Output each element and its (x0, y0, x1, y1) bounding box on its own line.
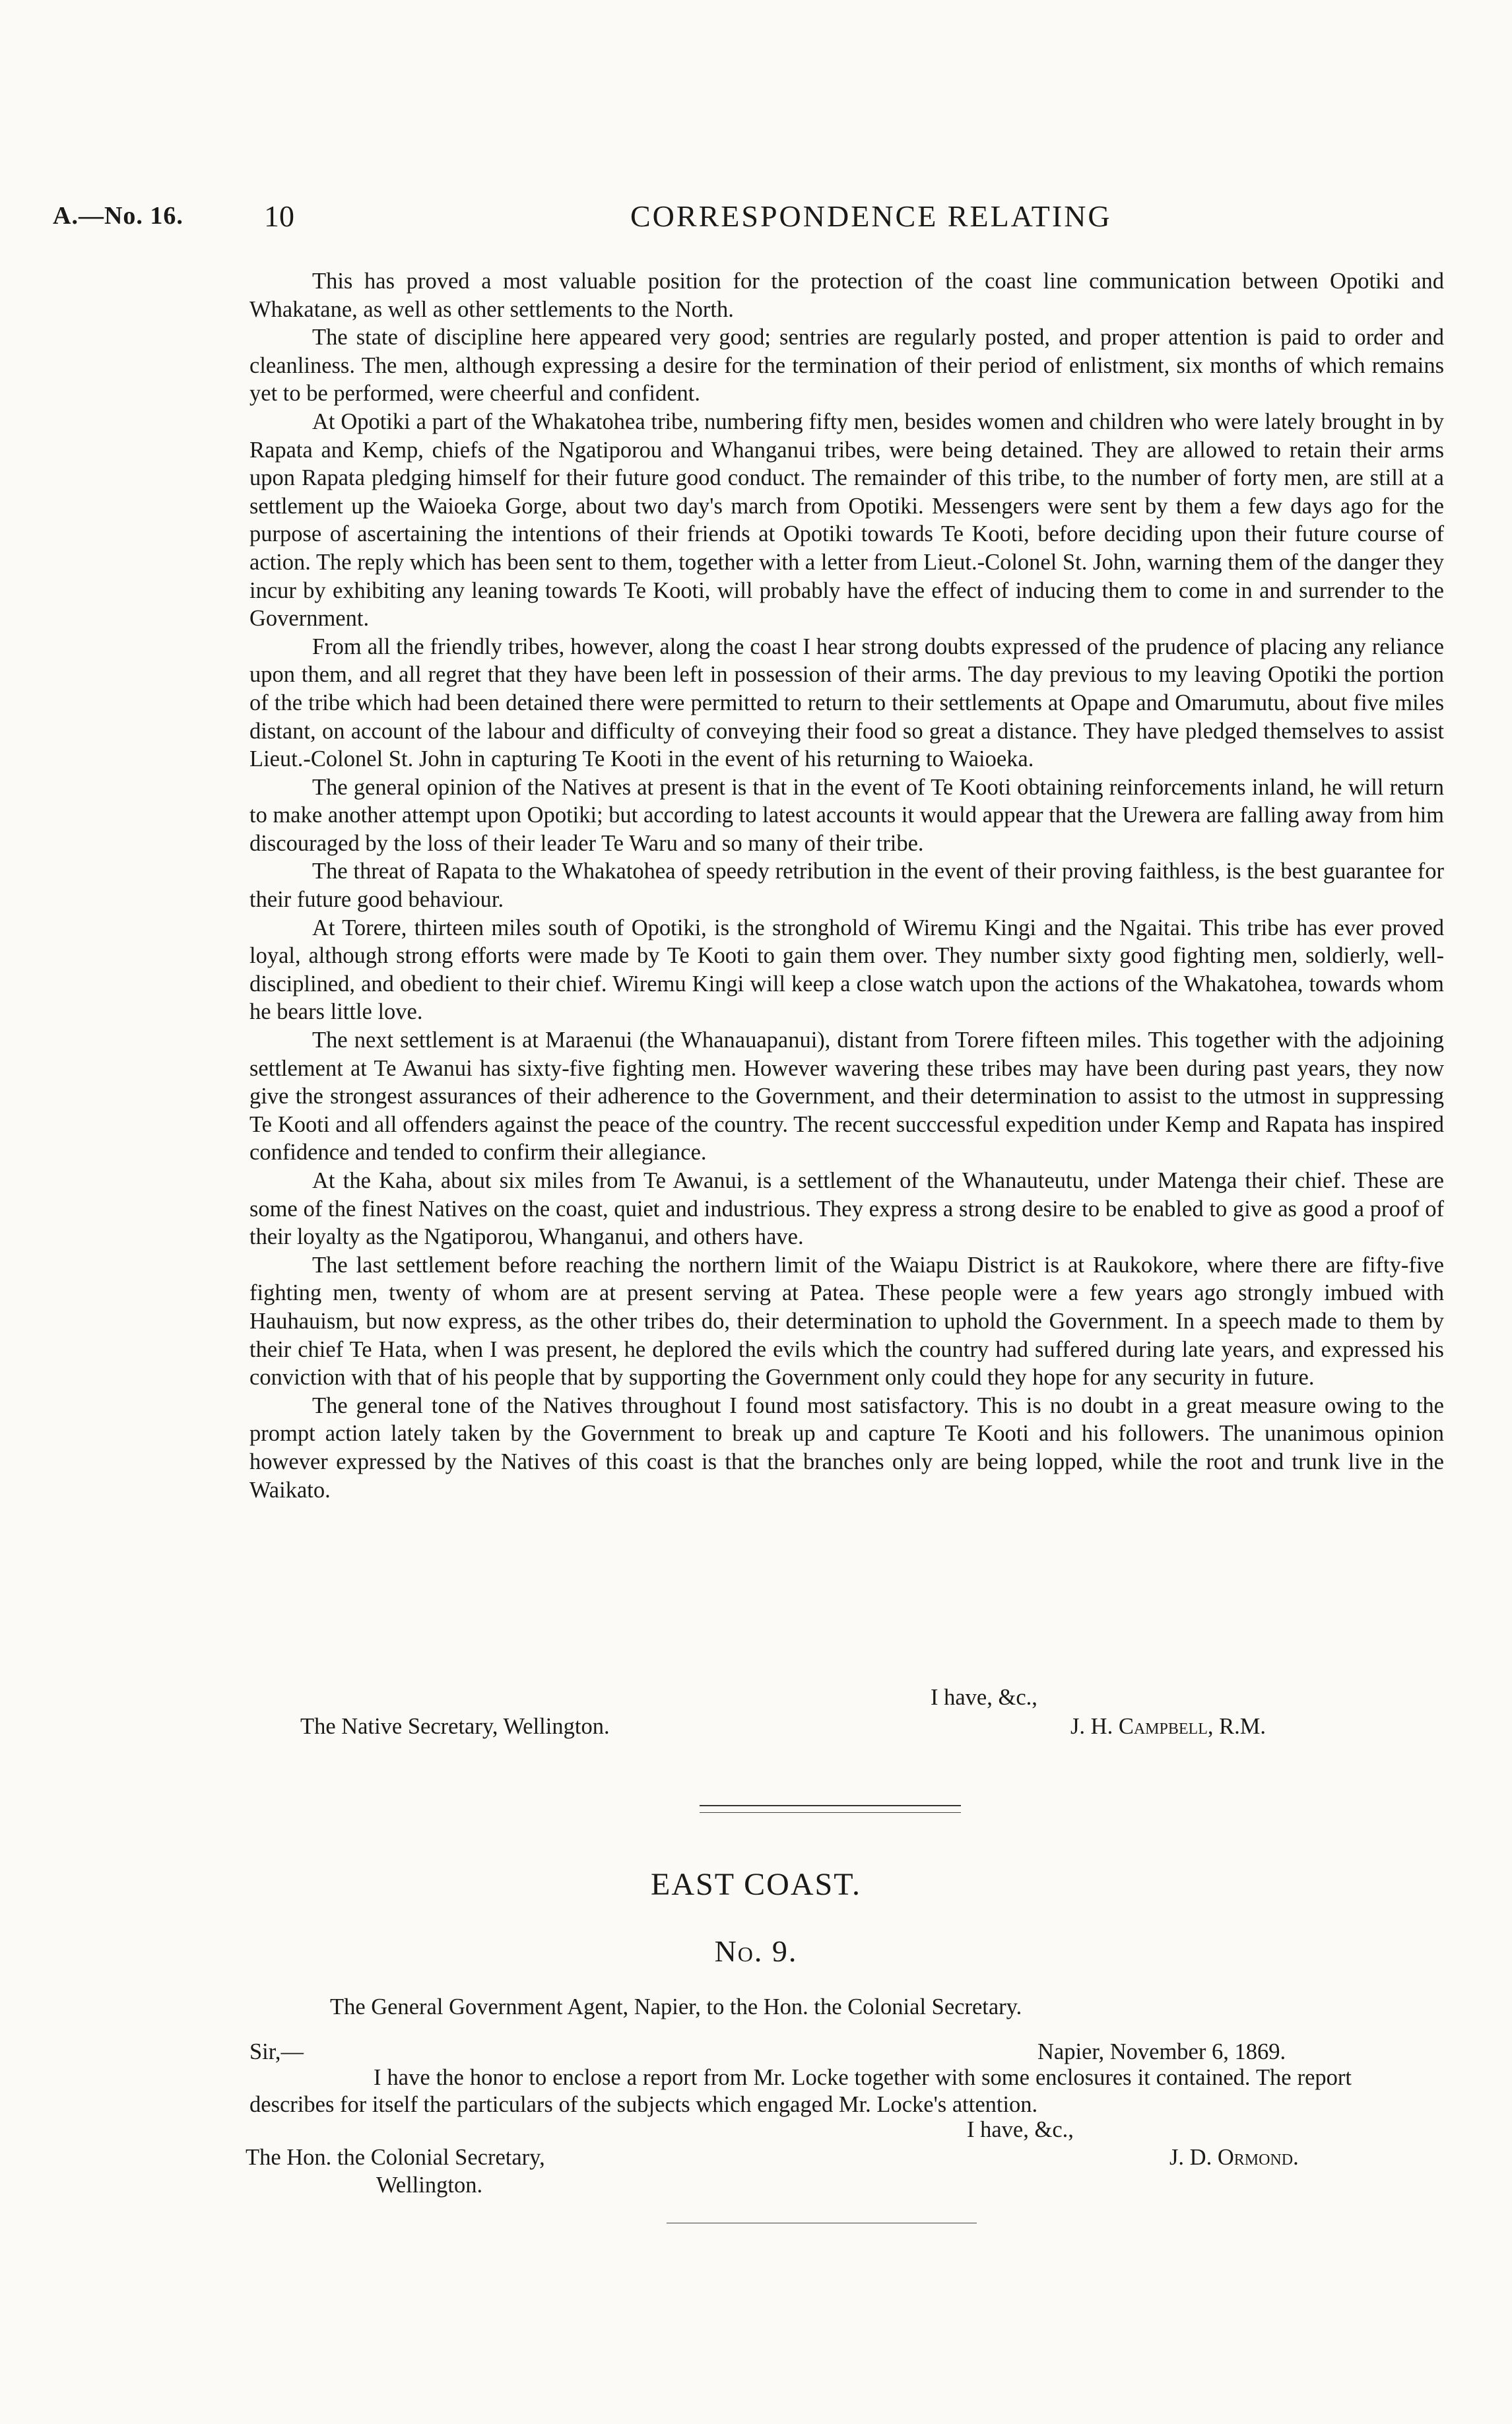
letter-heading (330, 1994, 1022, 2020)
report-paragraph: The general opinion of the Natives at present is that in the event of Te Kooti obtaining reinforcements inland, he will return to make another attempt upon Opotiki; but according to latest accounts it would appear that the Urewera are falling away from him discouraged by the loss of their leader Te Waru and so many of their tribe. (249, 774, 1444, 856)
report-body (249, 267, 1444, 1504)
document-number: No. 9. (714, 1934, 798, 1968)
separator-rule (700, 1812, 961, 1813)
letter-salutation: Sir,— (249, 2039, 304, 2064)
letter-addressee-line1: The Hon. the Colonial Secretary, (246, 2145, 545, 2170)
document-reference: A.—No. 16. (53, 202, 183, 230)
report-paragraph: This has proved a most valuable position for the protection of the coast line communication between Opotiki and Whakatane, as well as other settlements to the North. (249, 269, 1444, 322)
letter-place-date: Napier, November 6, 1869. (1037, 2039, 1286, 2064)
report-paragraph: The next settlement is at Maraenui (the Whanauapanui), distant from Torere fifteen miles. This together with the adjoining settlement at Te Awanui has sixty-five fighting men. However wavering these tribes may have been during past years, they now give the strongest assurances of their adherence to the Government, and their determination to assist to the utmost in suppressing Te Kooti and all offenders against the peace of the country. The recent succcessful expedition under Kemp and Rapata has inspired confidence and tended to confirm their allegiance. (249, 1028, 1444, 1165)
running-head: CORRESPONDENCE RELATING (630, 199, 1112, 233)
report-paragraph: At Opotiki a part of the Whakatohea tribe, numbering fifty men, besides women and children who were lately brought in by Rapata and Kemp, chiefs of the Ngatiporou and Whanganui tribes, were being detained. They are allowed to retain their arms upon Rapata pledging himself for their future good conduct. The remainder of this tribe, to the number of forty men, are still at a settlement up the Waioeka Gorge, about two day's march from Opotiki. Messengers were sent by them a few days ago for the purpose of ascertaining the intentions of their friends at Opotiki towards Te Kooti, before deciding upon their future course of action. The reply which has been sent to them, together with a letter from Lieut.-Colonel St. John, warning them of the danger they incur by exhibiting any leaning towards Te Kooti, will probably have the effect of inducing them to come in and surrender to the Government. (249, 409, 1444, 632)
report-paragraph: At Torere, thirteen miles south of Opotiki, is the stronghold of Wiremu Kingi and the Ngaitai. This tribe has ever proved loyal, although strong efforts were made by Te Kooti to gain them over. They number sixty good fighting men, soldierly, well-disciplined, and obedient to their chief. Wiremu Kingi will keep a close watch upon the actions of the Whakatohea, towards whom he bears little love. (249, 915, 1444, 1025)
page-header (53, 201, 1307, 241)
report-paragraph: The state of discipline here appeared very good; sentries are regularly posted, and proper attention is paid to order and cleanliness. The men, although expressing a desire for the termination of their period of enlistment, six months of which remains yet to be performed, were cheerful and confident. (249, 325, 1444, 407)
separator-rule (700, 1805, 961, 1806)
letter-paragraph: I have the honor to enclose a report from Mr. Locke together with some enclosures it contained. The report describes for itself the particulars of the subjects which engaged Mr. Locke's attention. (249, 2065, 1352, 2117)
report-signature: J. H. Campbell, R.M. (1070, 1714, 1266, 1739)
letter-addressee-line2: Wellington. (376, 2173, 483, 2198)
letter-body (249, 2064, 1352, 2118)
report-closing: I have, &c., (931, 1685, 1037, 1710)
report-paragraph: From all the friendly tribes, however, along the coast I hear strong doubts expressed of the prudence of placing any reliance upon them, and all regret that they have been left in possession of their arms. The day previous to my leaving Opotiki the portion of the tribe which had been detained there were permitted to return to their settlements at Opape and Omarumutu, about five miles distant, on account of the labour and difficulty of conveying their food so great a distance. They have pledged themselves to assist Lieut.-Colonel St. John in capturing Te Kooti in the event of his returning to Waioeka. (249, 634, 1444, 772)
letter-heading-text: The General Government Agent, Napier, to the Hon. the Colonial Secretary. (330, 1994, 1022, 2019)
page-number: 10 (264, 199, 294, 233)
letter-signature: J. D. Ormond. (1169, 2145, 1299, 2170)
report-paragraph: The threat of Rapata to the Whakatohea of speedy retribution in the event of their proving faithless, is the best guarantee for their future good behaviour. (249, 859, 1444, 913)
report-paragraph: At the Kaha, about six miles from Te Awanui, is a settlement of the Whanauteutu, under Matenga their chief. These are some of the finest Natives on the coast, quiet and industrious. They express a strong desire to be enabled to give as good a proof of their loyalty as the Ngatiporou, Whanganui, and others have. (249, 1168, 1444, 1250)
section-title: EAST COAST. (651, 1867, 861, 1902)
report-addressee: The Native Secretary, Wellington. (300, 1714, 610, 1739)
report-paragraph: The general tone of the Natives throughout I found most satisfactory. This is no doubt in a great measure owing to the prompt action lately taken by the Government to break up and capture Te Kooti and his followers. The unanimous opinion however expressed by the Natives of this coast is that the branches only are being lopped, while the root and trunk live in the Waikato. (249, 1392, 1444, 1503)
letter-closing: I have, &c., (967, 2117, 1074, 2142)
report-paragraph: The last settlement before reaching the northern limit of the Waiapu District is at Raukokore, where there are fifty-five fighting men, twenty of whom are at present serving at Patea. These people were a few years ago strongly imbued with Hauhauism, but now express, as the other tribes do, their determination to uphold the Government. In a speech made to them by their chief Te Hata, when I was present, he deplored the evils which the country had suffered during late years, and expressed his conviction with that of his people that by supporting the Government only could they hope for any security in future. (249, 1252, 1444, 1391)
